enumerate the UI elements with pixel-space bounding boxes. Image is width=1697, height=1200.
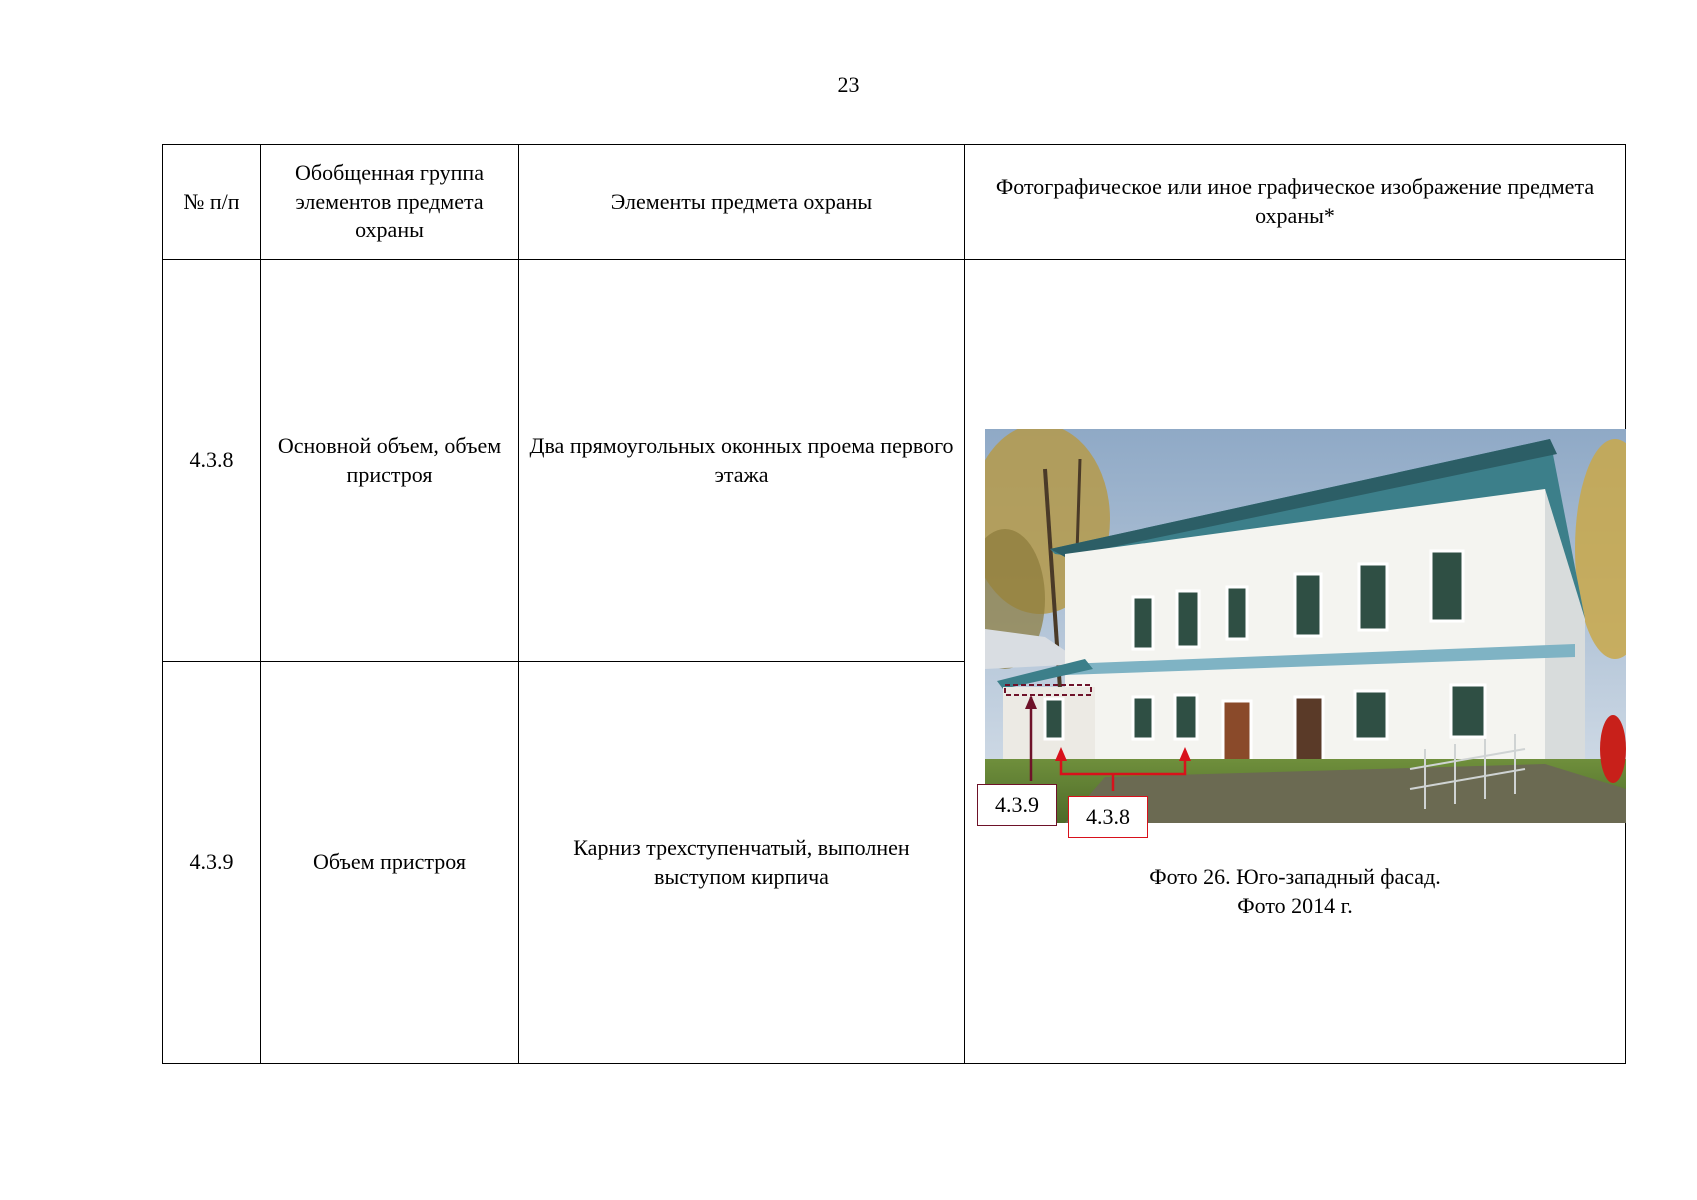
caption-line-1: Фото 26. Юго-западный фасад.	[1149, 864, 1441, 889]
door-right	[1295, 697, 1323, 767]
row-number: 4.3.8	[163, 260, 261, 662]
row-element: Карниз трехступенчатый, выполнен выступом кирпича	[519, 662, 965, 1064]
row-group: Основной объем, объем пристроя	[261, 260, 519, 662]
header-image: Фотографическое или иное графическое изображение предмета охраны*	[965, 145, 1626, 260]
table-header-row	[163, 145, 1626, 260]
caption-line-2: Фото 2014 г.	[1237, 892, 1353, 918]
building-photo	[985, 429, 1626, 823]
marker-4-3-8: 4.3.8	[1068, 796, 1148, 838]
photo-caption	[975, 863, 1615, 920]
row-group: Объем пристроя	[261, 662, 519, 1064]
row-number: 4.3.9	[163, 662, 261, 1064]
page-number: 23	[837, 72, 860, 97]
header-number: № п/п	[163, 145, 261, 260]
table-row	[163, 260, 1626, 662]
protection-elements-table	[162, 144, 1626, 1064]
row-element: Два прямоугольных оконных проема первого этажа	[519, 260, 965, 662]
header-elements: Элементы предмета охраны	[519, 145, 965, 260]
photo-cell	[965, 260, 1626, 1064]
marker-4-3-9: 4.3.9	[977, 784, 1057, 826]
door-left	[1223, 701, 1251, 767]
header-group: Обобщенная группа элементов предмета охраны	[261, 145, 519, 260]
